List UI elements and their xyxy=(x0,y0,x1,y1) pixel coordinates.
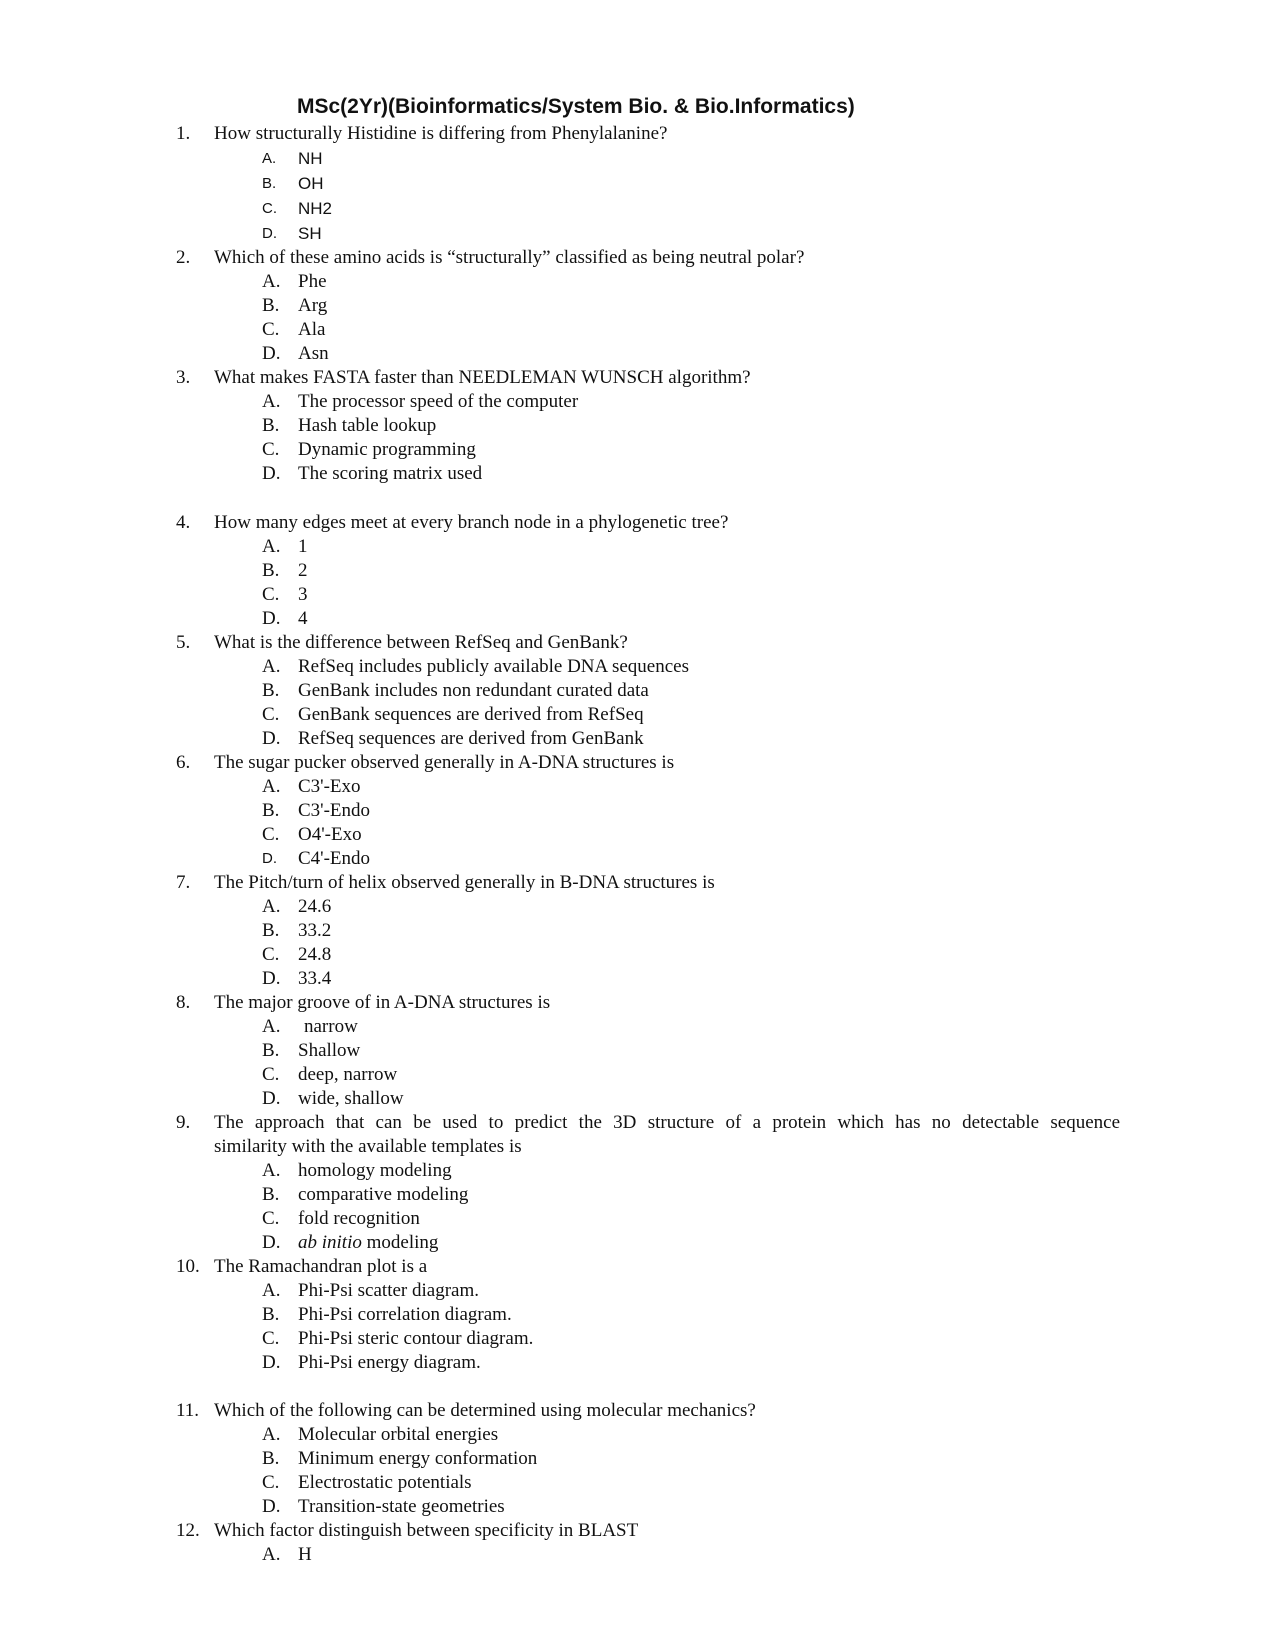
question-number: 5. xyxy=(176,632,191,653)
option-text: wide, shallow xyxy=(298,1088,404,1109)
option-text: NH2 xyxy=(298,199,333,218)
option-letter: A. xyxy=(262,776,281,797)
option-letter: B. xyxy=(262,1304,280,1325)
option-letter: A. xyxy=(262,896,281,917)
option-text: narrow xyxy=(304,1016,358,1037)
option-text: C4'-Endo xyxy=(298,848,371,869)
option-text: Phi-Psi energy diagram. xyxy=(298,1352,481,1373)
option-text: Hash table lookup xyxy=(298,415,437,436)
option-text: RefSeq includes publicly available DNA sequences xyxy=(298,656,689,677)
question-number: 4. xyxy=(176,512,191,533)
question-number: 10. xyxy=(176,1256,200,1277)
question-text-line-2: similarity with the available templates is xyxy=(214,1136,522,1157)
option-text: comparative modeling xyxy=(298,1184,469,1205)
option-text-italic: ab initio xyxy=(298,1232,362,1253)
option-text: Electrostatic potentials xyxy=(298,1472,472,1493)
option-letter: A. xyxy=(262,271,281,292)
option-text: fold recognition xyxy=(298,1208,420,1229)
option-text: Arg xyxy=(298,295,328,316)
option-letter: C. xyxy=(262,824,280,845)
option-text: 24.8 xyxy=(298,944,332,965)
option-letter: C. xyxy=(262,944,280,965)
option-text: deep, narrow xyxy=(298,1064,398,1085)
question-text: Which of the following can be determined using molecular mechanics? xyxy=(214,1400,756,1421)
option-letter: B. xyxy=(262,415,280,436)
question-text: The Pitch/turn of helix observed generally in B-DNA structures is xyxy=(214,872,715,893)
option-letter: D. xyxy=(262,608,281,629)
option-text: Transition-state geometries xyxy=(298,1496,505,1517)
option-text: Dynamic programming xyxy=(298,439,476,460)
option-letter: D. xyxy=(262,850,277,867)
option-text: 24.6 xyxy=(298,896,332,917)
option-letter: A. xyxy=(262,1160,281,1181)
option-text: Minimum energy conformation xyxy=(298,1448,538,1469)
option-letter: D. xyxy=(262,1232,281,1253)
option-text: OH xyxy=(298,174,324,193)
question-number: 2. xyxy=(176,247,191,268)
option-text: Phe xyxy=(298,271,327,292)
option-text: 2 xyxy=(298,560,308,581)
option-letter: B. xyxy=(262,800,280,821)
question-text: How structurally Histidine is differing from Phenylalanine? xyxy=(214,123,668,144)
option-text: Molecular orbital energies xyxy=(298,1424,499,1445)
option-letter: D. xyxy=(262,1496,281,1517)
option-text: 33.4 xyxy=(298,968,332,989)
option-letter: C. xyxy=(262,704,280,725)
option-letter: C. xyxy=(262,1328,280,1349)
option-text-rest: modeling xyxy=(361,1232,439,1253)
option-text: The processor speed of the computer xyxy=(298,391,579,412)
option-text: Phi-Psi steric contour diagram. xyxy=(298,1328,534,1349)
option-letter: C. xyxy=(262,584,280,605)
option-text: SH xyxy=(298,224,322,243)
option-text: Ala xyxy=(298,319,326,340)
option-letter: C. xyxy=(262,1472,280,1493)
option-text: 3 xyxy=(298,584,308,605)
question-number: 9. xyxy=(176,1112,191,1133)
option-text: O4'-Exo xyxy=(298,824,362,845)
option-letter: A. xyxy=(262,391,281,412)
option-letter: B. xyxy=(262,560,280,581)
option-letter: D. xyxy=(262,343,281,364)
option-text: Phi-Psi correlation diagram. xyxy=(298,1304,512,1325)
page-title: MSc(2Yr)(Bioinformatics/System Bio. & Bio.Informatics) xyxy=(297,95,855,118)
question-text-line-1: The approach that can be used to predict the 3D structure of a protein which has no detectable sequence xyxy=(214,1112,1120,1133)
option-text: homology modeling xyxy=(298,1160,452,1181)
option-letter: A. xyxy=(262,1280,281,1301)
option-letter: B. xyxy=(262,1040,280,1061)
option-text: GenBank sequences are derived from RefSeq xyxy=(298,704,644,725)
question-text: The sugar pucker observed generally in A-DNA structures is xyxy=(214,752,675,773)
option-letter: B. xyxy=(262,920,280,941)
option-letter: B. xyxy=(262,1184,280,1205)
option-text: Shallow xyxy=(298,1040,361,1061)
option-text: NH xyxy=(298,149,323,168)
option-letter: D. xyxy=(262,728,281,749)
option-text: Asn xyxy=(298,343,329,364)
option-text: GenBank includes non redundant curated data xyxy=(298,680,649,701)
option-letter: A. xyxy=(262,1016,281,1037)
question-number: 3. xyxy=(176,367,191,388)
option-text: H xyxy=(298,1544,312,1565)
option-letter: D. xyxy=(262,463,281,484)
option-text: 1 xyxy=(298,536,308,557)
question-text: What makes FASTA faster than NEEDLEMAN WUNSCH algorithm? xyxy=(214,367,751,388)
option-letter: D. xyxy=(262,1088,281,1109)
option-letter: A. xyxy=(262,1544,281,1565)
option-letter: C. xyxy=(262,439,280,460)
option-letter: A. xyxy=(262,150,277,167)
option-letter: C. xyxy=(262,1064,280,1085)
option-letter: B. xyxy=(262,1448,280,1469)
option-letter: A. xyxy=(262,1424,281,1445)
question-number: 12. xyxy=(176,1520,200,1541)
option-text: 33.2 xyxy=(298,920,332,941)
question-text: Which of these amino acids is “structurally” classified as being neutral polar? xyxy=(214,247,805,268)
question-number: 6. xyxy=(176,752,191,773)
option-letter: B. xyxy=(262,680,280,701)
question-number: 8. xyxy=(176,992,191,1013)
option-letter: C. xyxy=(262,200,277,217)
option-letter: C. xyxy=(262,1208,280,1229)
option-text: 4 xyxy=(298,608,308,629)
option-letter: B. xyxy=(262,175,277,192)
option-text: The scoring matrix used xyxy=(298,463,483,484)
question-number: 7. xyxy=(176,872,191,893)
option-text: C3'-Exo xyxy=(298,776,361,797)
option-text: C3'-Endo xyxy=(298,800,371,821)
question-text: The Ramachandran plot is a xyxy=(214,1256,428,1277)
question-text: What is the difference between RefSeq and GenBank? xyxy=(214,632,628,653)
option-letter: D. xyxy=(262,225,277,242)
question-text: How many edges meet at every branch node in a phylogenetic tree? xyxy=(214,512,729,533)
question-text: The major groove of in A-DNA structures is xyxy=(214,992,551,1013)
option-letter: D. xyxy=(262,968,281,989)
option-letter: A. xyxy=(262,656,281,677)
option-letter: B. xyxy=(262,295,280,316)
option-text: RefSeq sequences are derived from GenBank xyxy=(298,728,644,749)
question-number: 1. xyxy=(176,123,191,144)
question-number: 11. xyxy=(176,1400,200,1421)
option-letter: A. xyxy=(262,536,281,557)
option-text: Phi-Psi scatter diagram. xyxy=(298,1280,479,1301)
option-text xyxy=(298,1231,438,1255)
question-text: Which factor distinguish between specificity in BLAST xyxy=(214,1520,639,1541)
option-letter: C. xyxy=(262,319,280,340)
option-letter: D. xyxy=(262,1352,281,1373)
